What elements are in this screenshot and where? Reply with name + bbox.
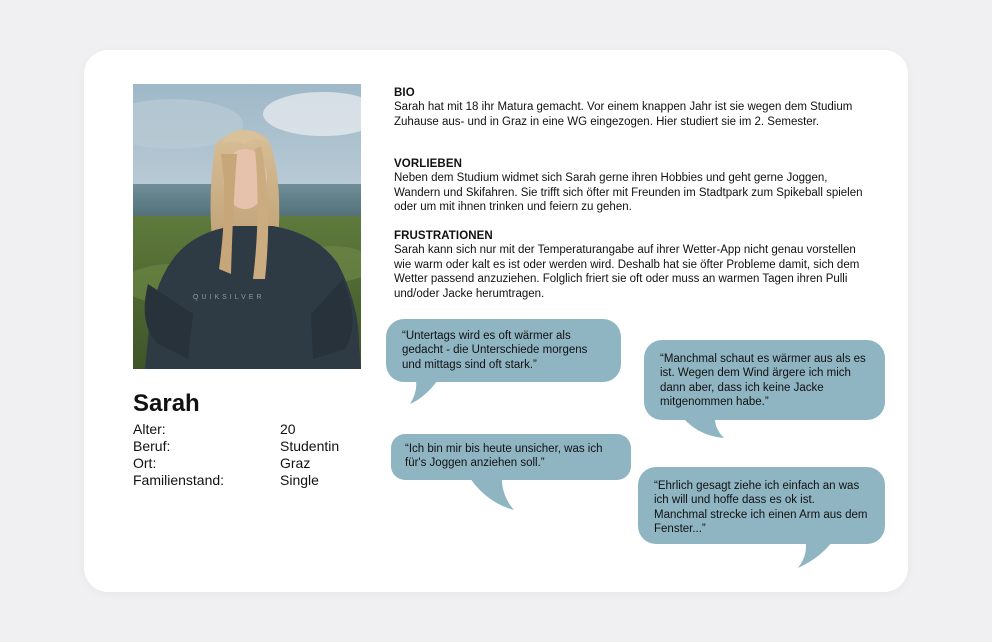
likes-section <box>394 157 864 215</box>
quote-bubble <box>391 434 631 480</box>
fact-label: Alter: <box>133 421 166 437</box>
fact-row-job <box>133 438 363 455</box>
quote-text: “Ich bin mir bis heute unsicher, was ich für's Joggen anziehen soll.” <box>405 443 603 470</box>
fact-row-age <box>133 421 363 438</box>
frustrations-text: Sarah kann sich nur mit der Temperaturangabe auf ihrer Wetter-App nicht genau vorstellen wie warm oder kalt es ist oder werden wird. Deshalb hat sie öfter Probleme damit, sich dem Wetter passend anzuziehen. Folglich friert sie oft oder muss an warmen Tagen ihren Pulli und/oder Jacke herumtragen. <box>394 244 860 300</box>
frustrations-section <box>394 229 864 301</box>
bio-text: Sarah hat mit 18 ihr Matura gemacht. Vor einem knappen Jahr ist sie wegen dem Studium Zuhause aus- und in Graz in eine WG eingezogen. Hier studiert sie im 2. Semester. <box>394 101 853 128</box>
fact-value: Graz <box>280 455 311 471</box>
quote-bubble <box>638 467 885 544</box>
fact-value: Studentin <box>280 438 340 454</box>
persona-name: Sarah <box>133 390 200 417</box>
quote-bubble <box>386 319 621 382</box>
fact-value: Single <box>280 472 319 488</box>
quote-text: “Manchmal schaut es wärmer aus als es ist. Wegen dem Wind ärgere ich mich dann aber, dass ich keine Jacke mitgenommen habe.” <box>660 353 866 409</box>
persona-facts <box>133 421 363 489</box>
bio-section <box>394 86 864 129</box>
fact-row-location <box>133 455 363 472</box>
quote-text: “Ehrlich gesagt ziehe ich einfach an was ich will und hoffe dass es ok ist. Manchmal strecke ich einen Arm aus dem Fenster...” <box>654 480 868 536</box>
fact-label: Familienstand: <box>133 472 225 488</box>
svg-text:QUIKSILVER: QUIKSILVER <box>193 294 265 301</box>
fact-row-marital-status <box>133 472 363 489</box>
fact-label: Beruf: <box>133 438 171 454</box>
bio-heading: BIO <box>394 87 415 99</box>
likes-heading: VORLIEBEN <box>394 158 462 170</box>
likes-text: Neben dem Studium widmet sich Sarah gerne ihren Hobbies und geht gerne Joggen, Wandern und Skifahren. Sie trifft sich öfter mit Freunden im Stadtpark zum Spikeball spielen oder um mit ihnen trinken und feiern zu gehen. <box>394 172 863 214</box>
persona-photo <box>133 84 361 369</box>
quote-text: “Untertags wird es oft wärmer als gedacht - die Unterschiede morgens und mittags sind oft stark.” <box>402 330 588 371</box>
quote-bubble <box>644 340 885 420</box>
fact-value: 20 <box>280 421 296 437</box>
frustrations-heading: FRUSTRATIONEN <box>394 230 493 242</box>
fact-label: Ort: <box>133 455 157 471</box>
